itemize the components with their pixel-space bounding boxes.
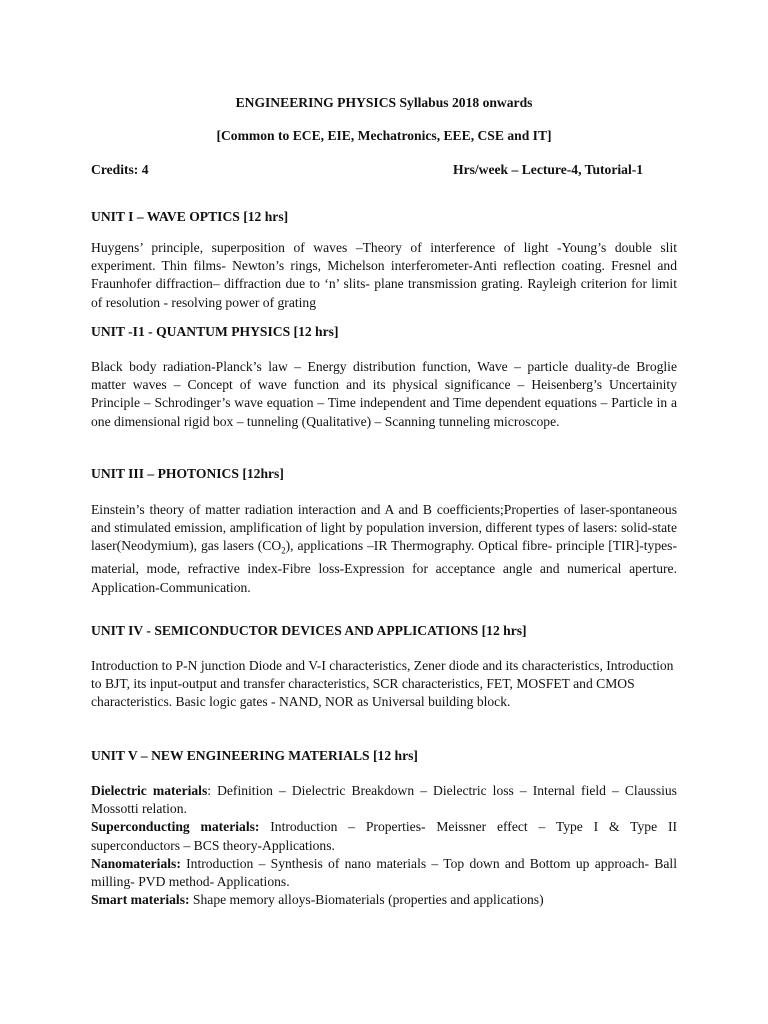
material-superconducting-lead: Superconducting materials: <box>91 819 260 835</box>
material-dielectric-lead: Dielectric materials <box>91 783 208 798</box>
material-smart <box>91 891 677 909</box>
material-dielectric <box>91 782 677 818</box>
unit-4-heading: UNIT IV - SEMICONDUCTOR DEVICES AND APPLICATIONS [12 hrs] <box>91 623 527 638</box>
material-nano-text: Introduction – Synthesis of nano materials – Top down and Bottom up approach- Ball milling- PVD method- Applications. <box>91 855 677 890</box>
material-dielectric-text: : Definition – Dielectric Breakdown – Dielectric loss – Internal field – Claussius Mossotti relation. <box>91 783 677 817</box>
material-smart-text: Shape memory alloys-Biomaterials (properties and applications) <box>189 892 544 908</box>
unit-3-body <box>91 501 677 597</box>
unit-1-body: Huygens’ principle, superposition of waves –Theory of interference of light -Young’s double slit experiment. Thin films- Newton’s rings, Michelson interferometer-Anti reflection coating. Fresnel and Fraunhofer diffraction– diffraction due to ‘n’ slits- plane transmission grating. Rayleigh criterion for limit of resolution - resolving power of grating <box>91 240 677 310</box>
unit-5-materials <box>91 782 677 909</box>
material-nano <box>91 855 677 891</box>
unit-2-body: Black body radiation-Planck’s law – Energy distribution function, Wave – particle duality-de Broglie matter waves – Concept of wave function and its physical significance – Heisenberg’s Uncertainity Principle – Schrodinger’s wave equation – Time independent and Time dependent equations – Particle in a one dimensional rigid box – tunneling (Qualitative) – Scanning tunneling microscope. <box>91 359 677 429</box>
material-nano-lead: Nanomaterials: <box>91 855 181 871</box>
unit-3-body-part1: Einstein’s theory of matter radiation interaction and A and B coefficients;Properties of laser-spontaneous and stimulated emission, amplification of light by population inversion, different types of lasers: solid-state laser(Neodymium), gas lasers (CO <box>91 502 677 554</box>
document-title: ENGINEERING PHYSICS Syllabus 2018 onwards <box>235 95 533 110</box>
unit-4-body: Introduction to P-N junction Diode and V-I characteristics, Zener diode and its characteristics, Introduction to BJT, its input-output and transfer characteristics, SCR characteristics, FET, MOSFET and CMOS characteristics. Basic logic gates - NAND, NOR as Universal building block. <box>91 658 674 710</box>
unit-5-heading: UNIT V – NEW ENGINEERING MATERIALS [12 hrs] <box>91 748 418 763</box>
credits-label: Credits: 4 <box>91 162 149 177</box>
unit-3-heading: UNIT III – PHOTONICS [12hrs] <box>91 466 284 481</box>
unit-3-body-part2: ), applications –IR Thermography. Optical fibre- principle [TIR]-types-material, mode, refractive index-Fibre loss-Expression for acceptance angle and numerical aperture. Application-Communication. <box>91 538 677 595</box>
unit-3-body-subscript: 2 <box>281 546 286 557</box>
material-superconducting <box>91 818 677 854</box>
hours-per-week: Hrs/week – Lecture-4, Tutorial-1 <box>453 162 644 177</box>
material-smart-lead: Smart materials: <box>91 892 190 908</box>
unit-2-heading: UNIT -I1 - QUANTUM PHYSICS [12 hrs] <box>91 324 339 339</box>
material-superconducting-text: Introduction – Properties- Meissner effect – Type I & Type II superconductors – BCS theory-Applications. <box>91 819 678 853</box>
unit-1-heading: UNIT I – WAVE OPTICS [12 hrs] <box>91 209 289 224</box>
document-subtitle: [Common to ECE, EIE, Mechatronics, EEE, CSE and IT] <box>216 128 552 143</box>
